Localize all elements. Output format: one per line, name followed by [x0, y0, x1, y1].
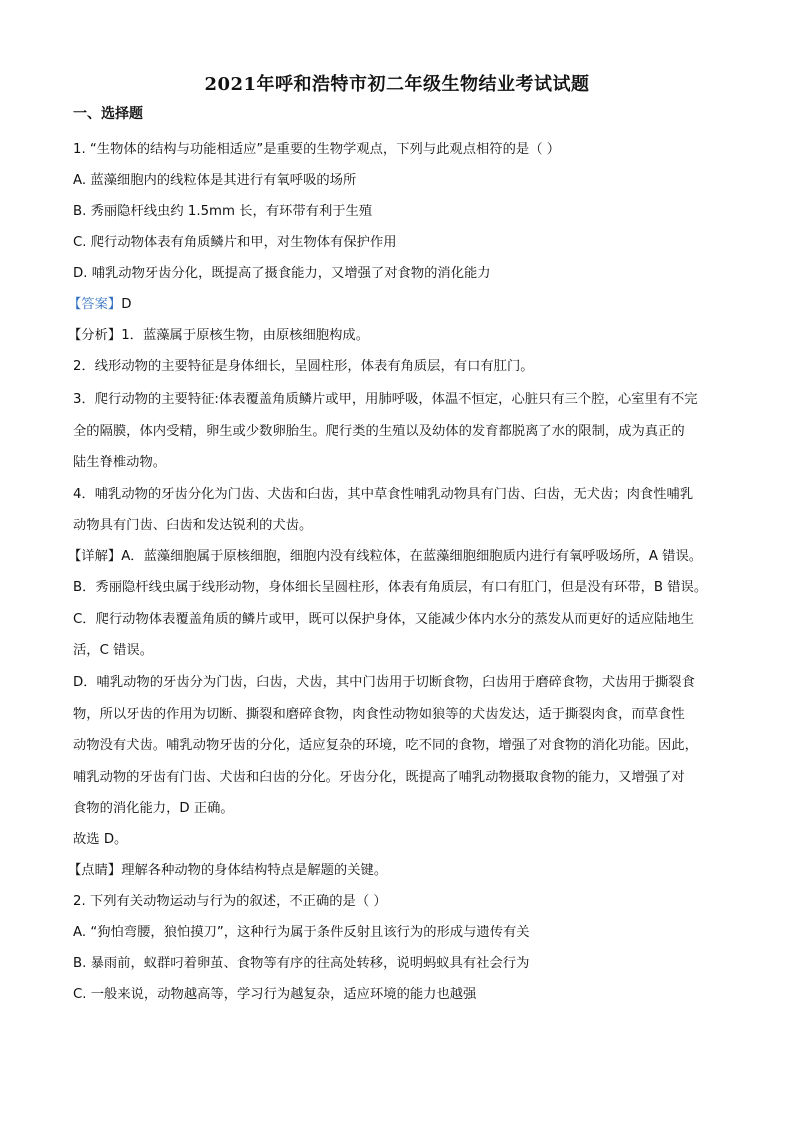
question-2-option-c: C. 一般来说，动物越高等，学习行为越复杂，适应环境的能力也越强	[73, 987, 477, 1002]
question-1-option-d: D. 哺乳动物牙齿分化，既提高了摄食能力，又增强了对食物的消化能力	[73, 266, 491, 281]
tip-label: 【点睛】	[68, 863, 122, 878]
answer-label: 【答案】	[68, 297, 122, 312]
detail-line-6: 物，所以牙齿的作用为切断、撕裂和磨碎食物，肉食性动物如狼等的犬齿发达，适于撕裂肉食，而草食性	[73, 707, 685, 722]
analysis-line-7: 动物具有门齿、臼齿和发达锐利的犬齿。	[73, 518, 313, 533]
detail-line-1	[68, 547, 728, 567]
question-2-option-a: A. “狗怕弯腰，狼怕摸刀”，这种行为属于条件反射且该行为的形成与遗传有关	[73, 925, 530, 940]
tip-line	[68, 861, 728, 881]
analysis-text: 1．蓝藻属于原核生物，由原核细胞构成。	[121, 328, 369, 343]
question-1-option-c: C. 爬行动物体表有角质鳞片和甲，对生物体有保护作用	[73, 235, 397, 250]
analysis-line-5: 陆生脊椎动物。	[73, 455, 167, 470]
detail-line-7: 动物没有犬齿。哺乳动物牙齿的分化，适应复杂的环境，吃不同的食物，增强了对食物的消化功能。因此，	[73, 738, 698, 753]
detail-line-5: D．哺乳动物的牙齿分为门齿，臼齿，犬齿，其中门齿用于切断食物，臼齿用于磨碎食物，犬齿用于撕裂食	[73, 675, 695, 690]
detail-line-8: 哺乳动物的牙齿有门齿、犬齿和臼齿的分化。牙齿分化，既提高了哺乳动物摄取食物的能力，又增强了对	[73, 770, 685, 785]
analysis-line-3: 3．爬行动物的主要特征:体表覆盖角质鳞片或甲，用肺呼吸，体温不恒定，心脏只有三个腔，心室里有不完	[73, 392, 698, 407]
section-heading: 一、选择题	[73, 106, 143, 122]
question-1-option-b: B. 秀丽隐杆线虫约 1.5mm 长，有环带有利于生殖	[73, 204, 373, 219]
analysis-line-6: 4．哺乳动物的牙齿分化为门齿、犬齿和臼齿，其中草食性哺乳动物具有门齿、臼齿，无犬齿；肉食性哺乳	[73, 487, 694, 502]
question-2-option-b: B. 暴雨前，蚁群叼着卵茧、食物等有序的往高处转移，说明蚂蚁具有社会行为	[73, 956, 530, 971]
answer-value: D	[121, 297, 132, 312]
analysis-label: 【分析】	[68, 328, 122, 343]
detail-line-9: 食物的消化能力，D 正确。	[73, 801, 234, 816]
analysis-line-4: 全的隔膜，体内受精，卵生或少数卵胎生。爬行类的生殖以及幼体的发育都脱离了水的限制，成为真正的	[73, 424, 685, 439]
analysis-line-1	[68, 326, 728, 346]
detail-line-10: 故选 D。	[73, 832, 128, 847]
detail-line-2: B．秀丽隐杆线虫属于线形动物，身体细长呈圆柱形，体表有角质层，有口有肛门，但是没有环带，B 错误。	[73, 580, 708, 595]
detail-line-4: 活，C 错误。	[73, 643, 153, 658]
answer-line	[68, 295, 728, 315]
tip-text: 理解各种动物的身体结构特点是解题的关键。	[121, 863, 388, 878]
analysis-line-2: 2．线形动物的主要特征是身体细长，呈圆柱形，体表有角质层，有口有肛门。	[73, 359, 534, 374]
question-1-stem: 1. “生物体的结构与功能相适应”是重要的生物学观点，下列与此观点相符的是（ ）	[73, 142, 561, 157]
detail-line-3: C．爬行动物体表覆盖角质的鳞片或甲，既可以保护身体，又能减少体内水分的蒸发从而更好的适应陆地生	[73, 612, 694, 627]
detail-label: 【详解】	[68, 549, 122, 564]
question-2-stem: 2. 下列有关动物运动与行为的叙述，不正确的是（ ）	[73, 894, 387, 909]
detail-text: A．蓝藻细胞属于原核细胞，细胞内没有线粒体，在蓝藻细胞细胞质内进行有氧呼吸场所，A 错误。	[121, 549, 703, 564]
document-title: 2021年呼和浩特市初二年级生物结业考试试题	[204, 74, 590, 95]
question-1-option-a: A. 蓝藻细胞内的线粒体是其进行有氧呼吸的场所	[73, 173, 357, 188]
